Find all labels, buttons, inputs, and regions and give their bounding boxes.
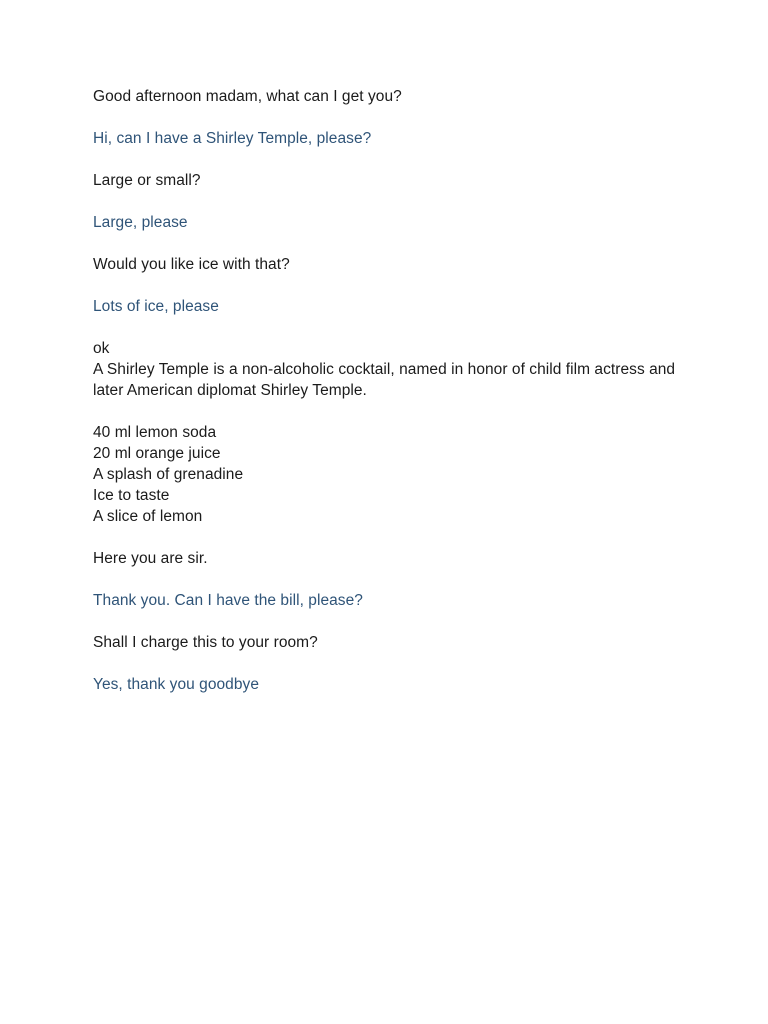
blank-line	[93, 275, 693, 296]
recipe-item: A splash of grenadine	[93, 466, 244, 483]
waiter-serve: Here you are sir.	[93, 550, 208, 567]
blank-line	[93, 191, 693, 212]
guest-size-answer: Large, please	[93, 214, 188, 231]
blank-line	[93, 527, 693, 548]
guest-order: Hi, can I have a Shirley Temple, please?	[93, 130, 372, 147]
blank-line	[93, 569, 693, 590]
recipe-item: 20 ml orange juice	[93, 445, 221, 462]
recipe-item: 40 ml lemon soda	[93, 424, 217, 441]
blank-line	[93, 107, 693, 128]
blank-line	[93, 653, 693, 674]
cocktail-description: A Shirley Temple is a non-alcoholic cocktail, named in honor of child film actress and later American diplomat Shirley Temple.	[93, 361, 676, 399]
waiter-size-question: Large or small?	[93, 172, 201, 189]
blank-line	[93, 233, 693, 254]
dialogue-text	[93, 86, 693, 695]
blank-line	[93, 401, 693, 422]
waiter-greeting: Good afternoon madam, what can I get you?	[93, 88, 402, 105]
waiter-charge-question: Shall I charge this to your room?	[93, 634, 318, 651]
guest-bill-request: Thank you. Can I have the bill, please?	[93, 592, 363, 609]
recipe-item: A slice of lemon	[93, 508, 203, 525]
blank-line	[93, 149, 693, 170]
guest-ice-answer: Lots of ice, please	[93, 298, 219, 315]
waiter-ice-question: Would you like ice with that?	[93, 256, 290, 273]
waiter-ok: ok	[93, 340, 110, 357]
recipe-list	[93, 422, 693, 527]
recipe-item: Ice to taste	[93, 487, 170, 504]
guest-goodbye: Yes, thank you goodbye	[93, 676, 259, 693]
blank-line	[93, 317, 693, 338]
blank-line	[93, 611, 693, 632]
